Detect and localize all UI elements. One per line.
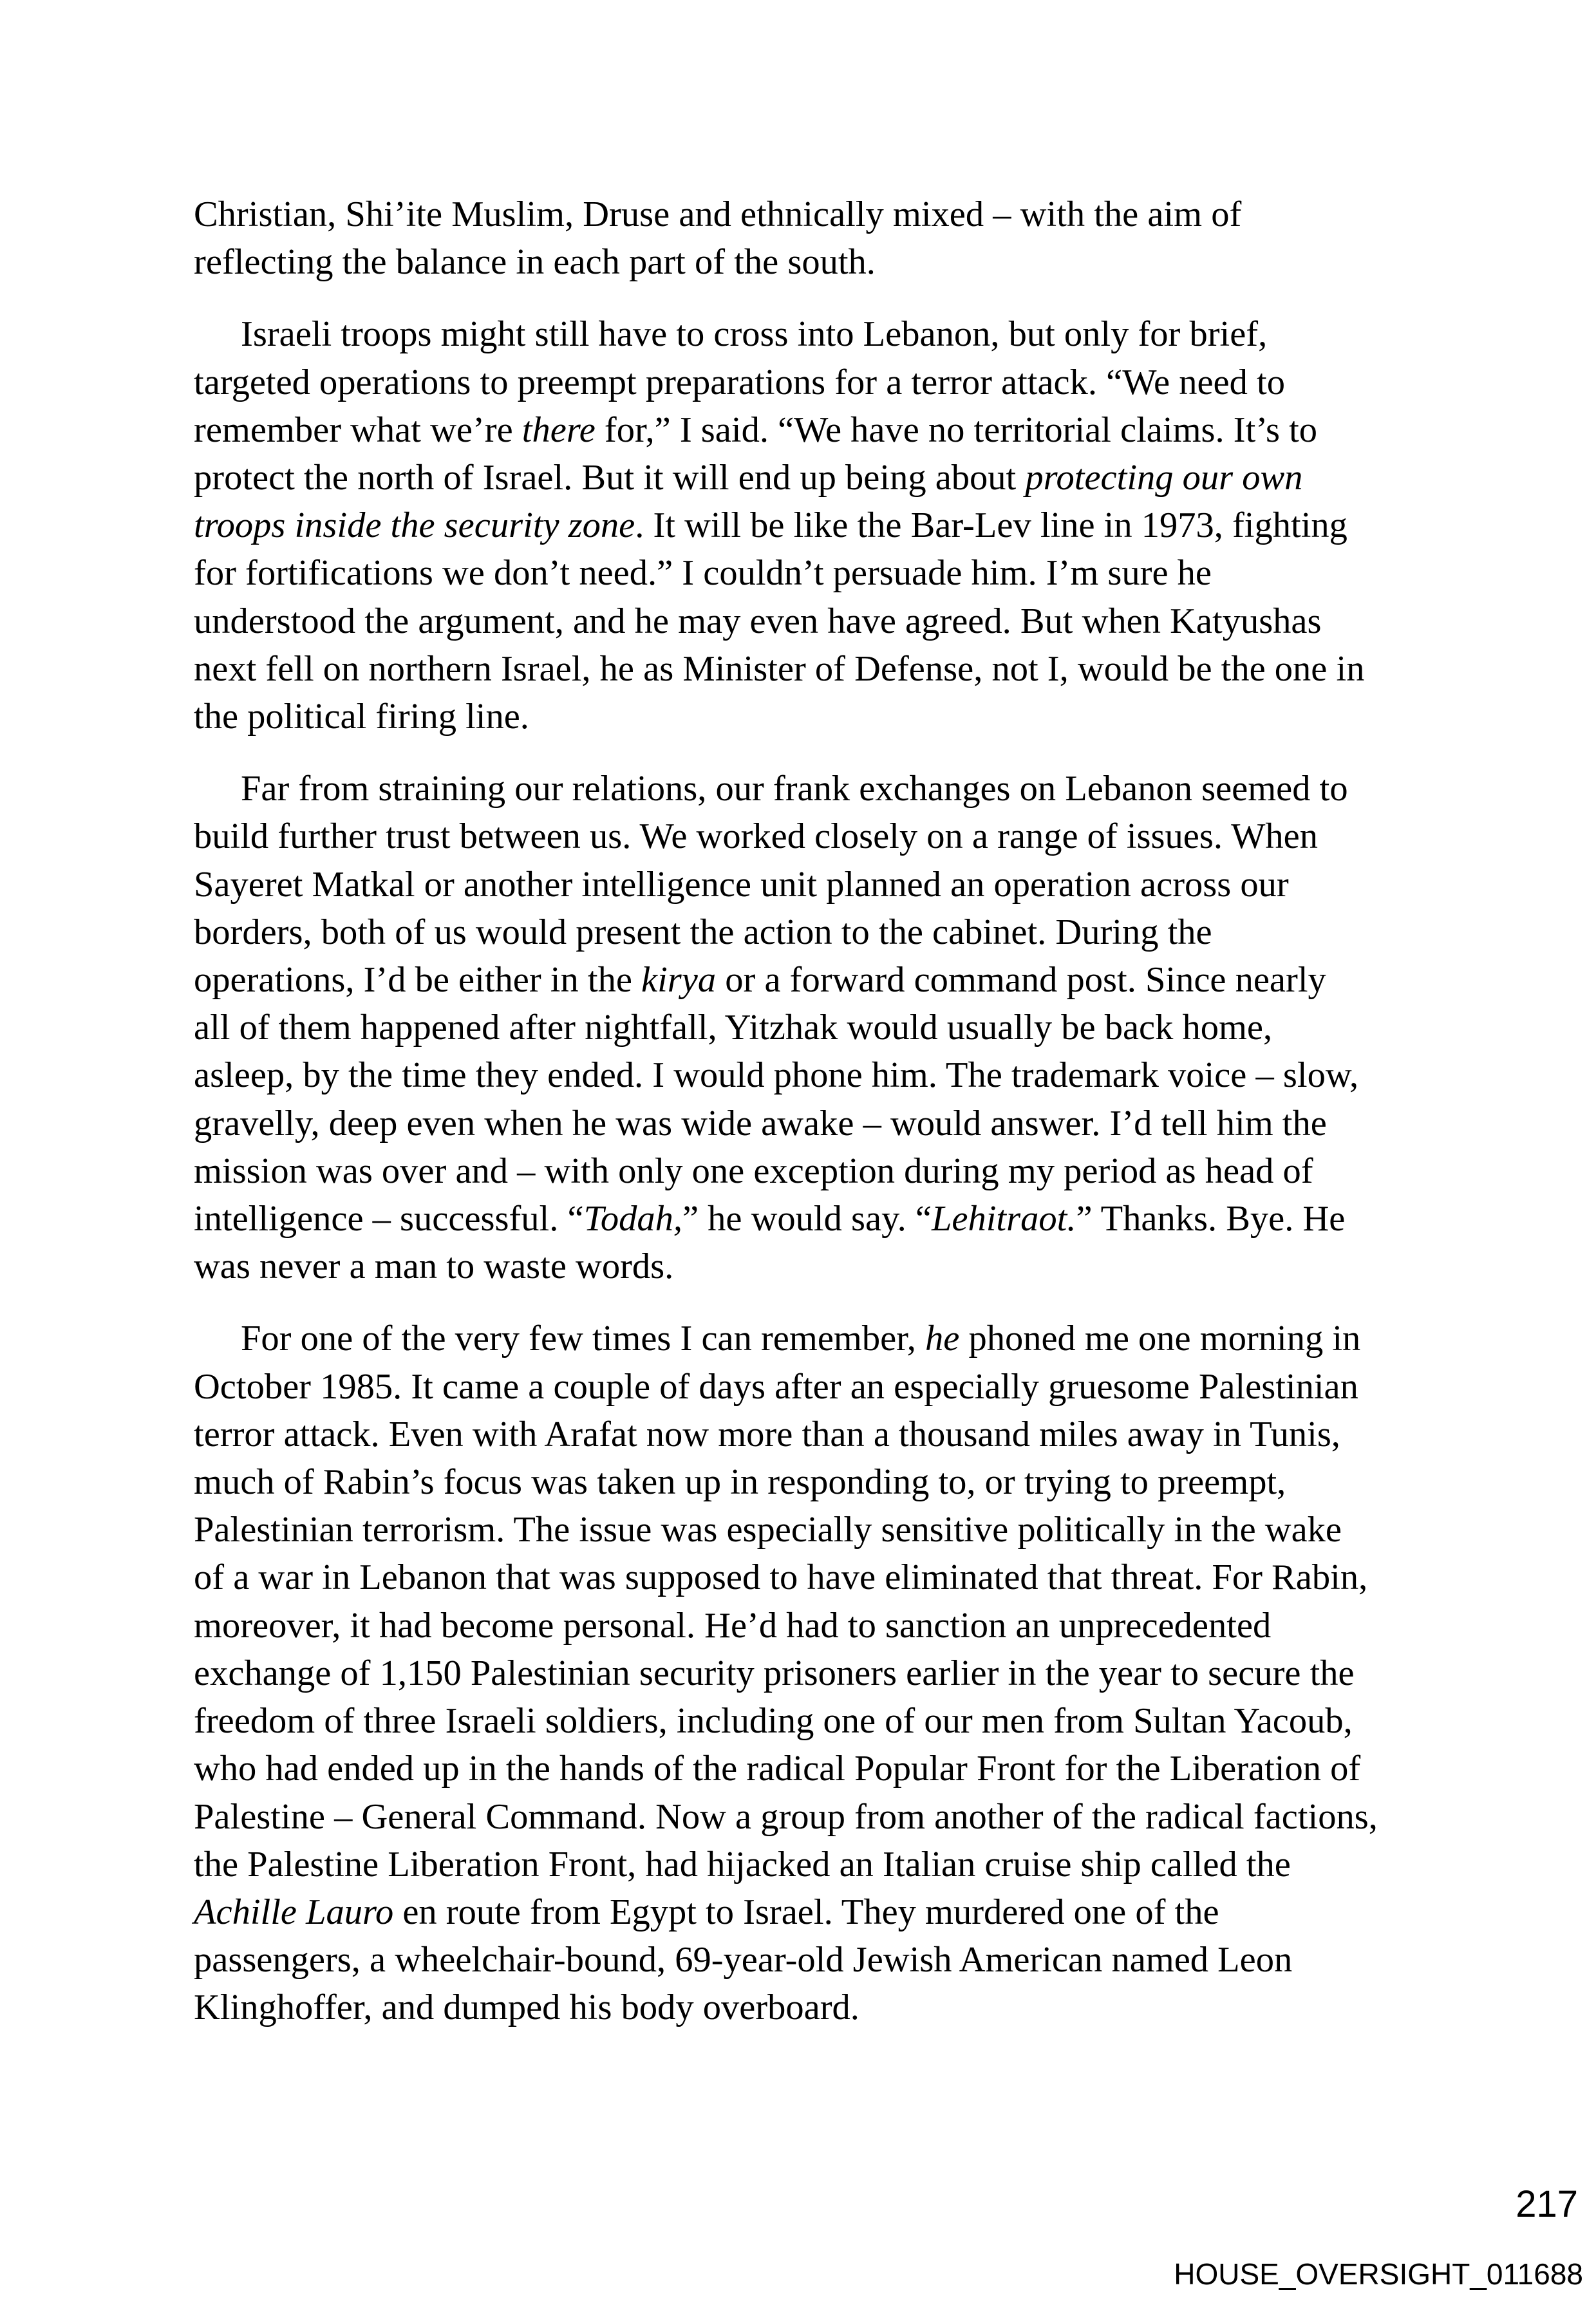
text-line [194, 1051, 1417, 1099]
text-line [194, 597, 1417, 645]
text-run: reflecting the balance in each part of the south. [194, 242, 876, 283]
italic-text: he [925, 1319, 960, 1359]
text-run: understood the argument, and he may even have agreed. But when Katyushas [194, 601, 1322, 641]
text-run: mission was over and – with only one exception during my period as head of [194, 1151, 1313, 1191]
text-run: terror attack. Even with Arafat now more than a thousand miles away in Tunis, [194, 1414, 1340, 1454]
text-run: Israeli troops might still have to cross into Lebanon, but only for brief, [241, 314, 1268, 355]
paragraph [194, 765, 1417, 1290]
text-line [194, 1506, 1417, 1554]
text-run: freedom of three Israeli soldiers, including one of our men from Sultan Yacoub, [194, 1701, 1353, 1742]
text-run: asleep, by the time they ended. I would phone him. The trademark voice – slow, [194, 1055, 1359, 1096]
text-line [194, 1984, 1417, 2031]
body-text [194, 191, 1417, 2056]
text-line [194, 1458, 1417, 1506]
paragraph [194, 191, 1417, 286]
text-run: For one of the very few times I can remember, [241, 1319, 925, 1359]
text-line [194, 310, 1417, 358]
text-run: ” Thanks. Bye. He [1076, 1199, 1346, 1239]
text-run: en route from Egypt to Israel. They murdered one of the [393, 1892, 1219, 1932]
italic-text: Achille Lauro [194, 1892, 394, 1932]
page-number: 217 [1516, 2183, 1578, 2225]
text-run: October 1985. It came a couple of days after an especially gruesome Palestinian [194, 1366, 1358, 1407]
text-run: was never a man to waste words. [194, 1246, 674, 1287]
text-line [194, 645, 1417, 693]
text-line [194, 693, 1417, 740]
text-run: for fortifications we don’t need.” I couldn’t persuade him. I’m sure he [194, 553, 1212, 594]
paragraph [194, 310, 1417, 740]
text-line [194, 1888, 1417, 1936]
text-line [194, 454, 1417, 502]
text-run: all of them happened after nightfall, Yitzhak would usually be back home, [194, 1008, 1273, 1048]
text-line [194, 765, 1417, 813]
text-run: remember what we’re [194, 409, 522, 450]
text-run: Palestine – General Command. Now a group from another of the radical factions, [194, 1796, 1378, 1837]
text-run: protect the north of Israel. But it will end up being about [194, 458, 1026, 498]
text-run: Sayeret Matkal or another intelligence unit planned an operation across our [194, 864, 1289, 905]
text-run: . It will be like the Bar-Lev line in 1973, fighting [635, 505, 1347, 546]
text-run: the Palestine Liberation Front, had hijacked an Italian cruise ship called the [194, 1844, 1291, 1885]
text-line [194, 1697, 1417, 1745]
text-line [194, 359, 1417, 406]
text-line [194, 191, 1417, 238]
italic-text: there [521, 409, 596, 450]
italic-text: Todah, [583, 1199, 682, 1239]
text-run: intelligence – successful. “ [194, 1199, 584, 1239]
text-run: ” he would say. “ [682, 1199, 932, 1239]
text-line [194, 1243, 1417, 1290]
text-run: borders, both of us would present the action to the cabinet. During the [194, 912, 1212, 952]
text-line [194, 1004, 1417, 1051]
text-run: much of Rabin’s focus was taken up in responding to, or trying to preempt, [194, 1462, 1286, 1503]
italic-text: Lehitraot. [931, 1199, 1076, 1239]
text-line [194, 1315, 1417, 1362]
text-run: Klinghoffer, and dumped his body overboard. [194, 1988, 859, 2028]
text-run: for,” I said. “We have no territorial claims. It’s to [595, 409, 1318, 450]
text-line [194, 1195, 1417, 1243]
text-line [194, 238, 1417, 286]
text-run: build further trust between us. We worked closely on a range of issues. When [194, 816, 1318, 857]
text-line [194, 813, 1417, 860]
paragraph [194, 1315, 1417, 2031]
text-run: phoned me one morning in [959, 1319, 1361, 1359]
text-run: or a forward command post. Since nearly [716, 960, 1326, 1001]
text-run: Christian, Shi’ite Muslim, Druse and ethnically mixed – with the aim of [194, 194, 1242, 234]
text-run: gravelly, deep even when he was wide awake – would answer. I’d tell him the [194, 1103, 1327, 1143]
text-run: next fell on northern Israel, he as Minister of Defense, not I, would be the one in [194, 648, 1365, 689]
italic-text: protecting our own [1025, 458, 1303, 498]
text-run: the political firing line. [194, 697, 529, 737]
text-run: operations, I’d be either in the [194, 960, 642, 1001]
text-line [194, 1602, 1417, 1650]
text-line [194, 861, 1417, 908]
text-line [194, 908, 1417, 956]
text-line [194, 956, 1417, 1004]
text-line [194, 1745, 1417, 1792]
text-line [194, 1363, 1417, 1411]
text-run: targeted operations to preempt preparations for a terror attack. “We need to [194, 362, 1285, 402]
text-line [194, 1793, 1417, 1841]
text-run: Far from straining our relations, our frank exchanges on Lebanon seemed to [241, 769, 1348, 809]
italic-text: kirya [641, 960, 717, 1001]
text-line [194, 549, 1417, 597]
text-line [194, 1554, 1417, 1601]
italic-text: troops inside the security zone [194, 505, 635, 546]
text-run: exchange of 1,150 Palestinian security prisoners earlier in the year to secure the [194, 1653, 1355, 1693]
text-line [194, 1841, 1417, 1888]
text-line [194, 1100, 1417, 1147]
text-run: moreover, it had become personal. He’d had to sanction an unprecedented [194, 1605, 1272, 1646]
text-line [194, 1147, 1417, 1195]
text-run: passengers, a wheelchair-bound, 69-year-old Jewish American named Leon [194, 1940, 1293, 1980]
text-line [194, 1936, 1417, 1984]
text-line [194, 502, 1417, 549]
text-run: who had ended up in the hands of the radical Popular Front for the Liberation of [194, 1749, 1361, 1789]
text-run: Palestinian terrorism. The issue was especially sensitive politically in the wake [194, 1510, 1342, 1550]
text-line [194, 1411, 1417, 1458]
text-run: of a war in Lebanon that was supposed to have eliminated that threat. For Rabin, [194, 1557, 1368, 1598]
bates-number: HOUSE_OVERSIGHT_011688 [1174, 2257, 1583, 2291]
text-line [194, 1650, 1417, 1697]
text-line [194, 406, 1417, 454]
